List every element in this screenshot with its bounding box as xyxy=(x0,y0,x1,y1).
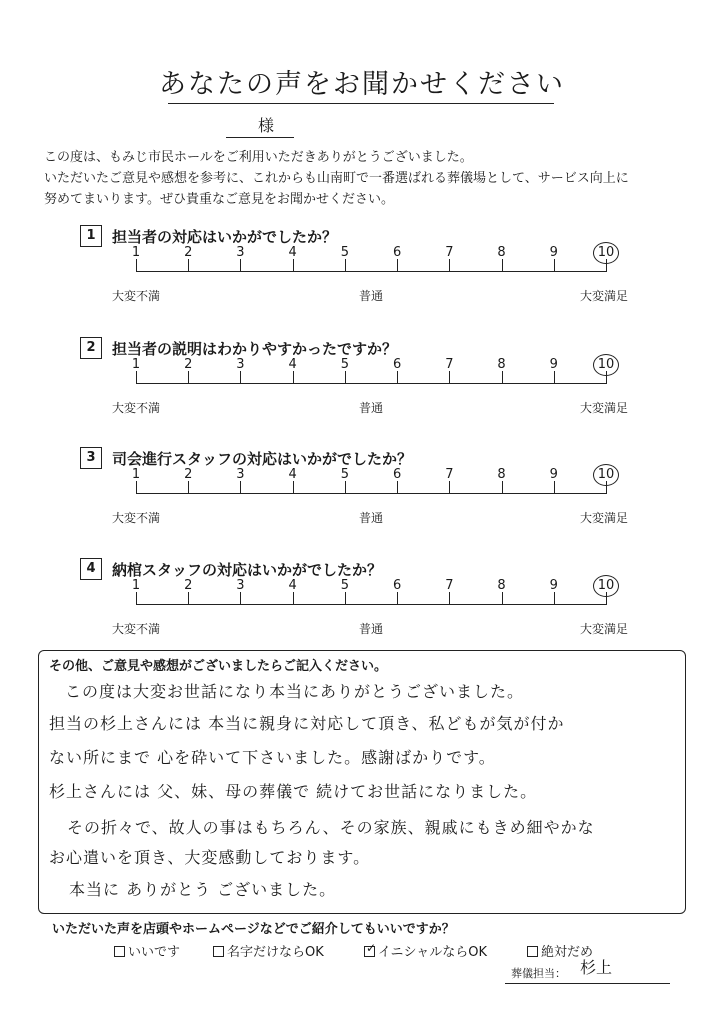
question-number: 1 xyxy=(80,225,102,247)
scale-number[interactable]: 3 xyxy=(236,578,245,593)
scale-number[interactable]: 1 xyxy=(131,578,141,593)
option-label: いいです xyxy=(128,945,181,960)
scale-number[interactable]: 4 xyxy=(288,467,297,482)
checkbox-checked[interactable] xyxy=(364,941,377,957)
scale-number[interactable]: 9 xyxy=(549,357,558,372)
scale-number[interactable]: 9 xyxy=(549,245,558,260)
comment-line: お心遣いを頂き、大変感動しております。 xyxy=(49,848,371,867)
scale-number[interactable]: 7 xyxy=(445,357,454,372)
scale-line xyxy=(136,383,606,384)
scale-low-label: 大変不満 xyxy=(112,622,161,636)
intro-line: 努めてまいります。ぜひ貴重なご意見をお聞かせください。 xyxy=(44,192,394,207)
intro-text xyxy=(44,147,694,210)
scale-low-label: 大変不満 xyxy=(112,401,161,415)
scale-number[interactable]: 1 xyxy=(131,467,141,482)
scale-tick xyxy=(136,481,137,494)
question-number: 3 xyxy=(80,447,102,469)
permission-question: いただいた声を店頭やホームページなどでご紹介してもいいですか？ xyxy=(52,922,455,937)
scale-tick xyxy=(554,592,555,605)
scale-number[interactable]: 2 xyxy=(184,467,193,482)
scale-tick xyxy=(293,592,294,605)
scale-tick xyxy=(502,371,503,384)
scale-tick xyxy=(345,592,346,605)
scale-number[interactable]: 8 xyxy=(497,578,506,593)
checkbox[interactable] xyxy=(114,946,125,957)
option-initials-ok[interactable] xyxy=(364,941,487,960)
scale-number[interactable]: 2 xyxy=(184,578,193,593)
scale-number[interactable]: 7 xyxy=(445,245,454,260)
honorific: 様 xyxy=(258,116,275,135)
scale-number[interactable]: 5 xyxy=(340,578,350,593)
scale-tick xyxy=(397,481,398,494)
scale-tick xyxy=(449,259,450,272)
scale-tick xyxy=(502,259,503,272)
scale-number[interactable]: 10 xyxy=(597,578,615,593)
scale-number[interactable]: 3 xyxy=(236,467,245,482)
option-label: イニシャルならOK xyxy=(378,945,487,960)
name-line xyxy=(226,137,294,138)
scale-tick xyxy=(240,371,241,384)
scale-number[interactable]: 3 xyxy=(236,357,245,372)
scale-mid-label: 普通 xyxy=(359,511,384,525)
scale-tick xyxy=(554,481,555,494)
question-1 xyxy=(80,225,660,335)
question-number: 2 xyxy=(80,337,102,359)
question-text: 司会進行スタッフの対応はいかがでしたか？ xyxy=(112,450,413,468)
scale-low-label: 大変不満 xyxy=(112,511,161,525)
scale-number[interactable]: 9 xyxy=(549,467,558,482)
scale-number[interactable]: 6 xyxy=(392,578,402,593)
scale-tick xyxy=(397,259,398,272)
question-number: 4 xyxy=(80,558,102,580)
staff-label: 葬儀担当： xyxy=(511,967,566,980)
question-3 xyxy=(80,447,660,557)
scale-mid-label: 普通 xyxy=(359,289,384,303)
scale-number[interactable]: 7 xyxy=(445,467,454,482)
comments-box[interactable] xyxy=(38,650,686,914)
scale-low-label: 大変不満 xyxy=(112,289,161,303)
question-text: 納棺スタッフの対応はいかがでしたか？ xyxy=(112,561,383,579)
scale-number[interactable]: 1 xyxy=(131,245,141,260)
selected-rating-circle xyxy=(593,354,619,376)
scale-number[interactable]: 6 xyxy=(392,467,402,482)
scale-tick xyxy=(240,481,241,494)
scale-line xyxy=(136,604,606,605)
scale-tick xyxy=(554,259,555,272)
comment-line: この度は大変お世話になり本当にありがとうございました。 xyxy=(65,682,525,701)
checkbox[interactable] xyxy=(213,946,224,957)
scale-line xyxy=(136,493,606,494)
scale-tick xyxy=(345,259,346,272)
question-text: 担当者の対応はいかがでしたか？ xyxy=(112,228,338,246)
question-2 xyxy=(80,337,660,447)
scale-number[interactable]: 3 xyxy=(236,245,245,260)
scale-tick xyxy=(502,481,503,494)
scale-number[interactable]: 8 xyxy=(497,245,506,260)
option-label: 絶対だめ xyxy=(541,945,594,960)
scale-tick xyxy=(136,371,137,384)
scale-tick xyxy=(240,259,241,272)
scale-number[interactable]: 2 xyxy=(184,357,193,372)
title-underline xyxy=(168,103,554,104)
scale-high-label: 大変満足 xyxy=(580,622,629,636)
scale-mid-label: 普通 xyxy=(359,622,384,636)
scale-tick xyxy=(397,592,398,605)
selected-rating-circle xyxy=(593,464,619,486)
comments-label: その他、ご意見や感想がございましたらご記入ください。 xyxy=(49,659,388,674)
scale-tick xyxy=(345,481,346,494)
scale-tick xyxy=(188,371,189,384)
page-title: あなたの声をお聞かせください xyxy=(159,69,565,100)
scale-tick xyxy=(188,259,189,272)
scale-tick xyxy=(240,592,241,605)
scale-tick xyxy=(293,371,294,384)
scale-number[interactable]: 4 xyxy=(288,578,297,593)
scale-high-label: 大変満足 xyxy=(580,401,629,415)
scale-high-label: 大変満足 xyxy=(580,511,629,525)
scale-tick xyxy=(136,592,137,605)
scale-tick xyxy=(449,371,450,384)
question-text: 担当者の説明はわかりやすかったですか？ xyxy=(112,340,398,358)
scale-tick xyxy=(502,592,503,605)
scale-number[interactable]: 2 xyxy=(184,245,193,260)
scale-tick xyxy=(345,371,346,384)
scale-number[interactable]: 4 xyxy=(288,245,297,260)
scale-mid-label: 普通 xyxy=(359,401,384,415)
scale-number[interactable]: 7 xyxy=(445,578,454,593)
check-mark: ✓ xyxy=(366,941,377,955)
comment-line: ない所にまで 心を砕いて下さいました。感謝ばかりです。 xyxy=(49,748,496,767)
scale-number[interactable]: 10 xyxy=(597,245,615,260)
scale-high-label: 大変満足 xyxy=(580,289,629,303)
comment-line: 本当に ありがとう ございました。 xyxy=(69,880,337,899)
scale-number[interactable]: 5 xyxy=(340,245,350,260)
staff-signature: 杉上 xyxy=(580,958,613,977)
scale-number[interactable]: 8 xyxy=(497,467,506,482)
selected-rating-circle xyxy=(593,575,619,597)
scale-tick xyxy=(449,592,450,605)
scale-number[interactable]: 8 xyxy=(497,357,506,372)
checkbox[interactable] xyxy=(527,946,538,957)
staff-line xyxy=(505,983,670,984)
comment-line: 担当の杉上さんには 本当に親身に対応して頂き、私どもが気が付か xyxy=(49,714,565,733)
scale-tick xyxy=(397,371,398,384)
scale-number[interactable]: 5 xyxy=(340,357,350,372)
scale-tick xyxy=(188,481,189,494)
intro-line: この度は、もみじ市民ホールをご利用いただきありがとうございました。 xyxy=(44,150,473,165)
comment-line: その折々で、故人の事はもちろん、その家族、親戚にもきめ細やかな xyxy=(67,818,595,837)
selected-rating-circle xyxy=(593,242,619,264)
scale-line xyxy=(136,271,606,272)
scale-tick xyxy=(554,371,555,384)
intro-line: いただいたご意見や感想を参考に、これからも山南町で一番選ばれる葬儀場として、サービス向上に xyxy=(44,171,629,186)
option-surname-ok[interactable] xyxy=(213,941,324,960)
scale-tick xyxy=(188,592,189,605)
option-label: 名字だけならOK xyxy=(227,945,324,960)
scale-number[interactable]: 6 xyxy=(392,245,402,260)
comment-line: 杉上さんには 父、妹、母の葬儀で 続けてお世話になりました。 xyxy=(49,782,538,801)
scale-number[interactable]: 6 xyxy=(392,357,402,372)
scale-number[interactable]: 1 xyxy=(131,357,141,372)
scale-tick xyxy=(293,481,294,494)
scale-number[interactable]: 5 xyxy=(340,467,350,482)
scale-number[interactable]: 4 xyxy=(288,357,297,372)
scale-number[interactable]: 9 xyxy=(549,578,558,593)
scale-number[interactable]: 10 xyxy=(597,357,615,372)
scale-tick xyxy=(293,259,294,272)
scale-tick xyxy=(449,481,450,494)
option-ok[interactable] xyxy=(114,941,180,960)
scale-number[interactable]: 10 xyxy=(597,467,615,482)
scale-tick xyxy=(136,259,137,272)
